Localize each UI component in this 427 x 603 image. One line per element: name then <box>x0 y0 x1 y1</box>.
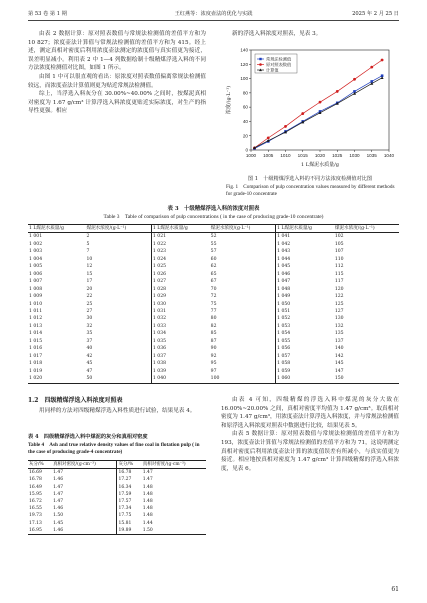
paragraph: 由表 5 数据计算：原对照表数值与常规法检测值的差值平方和为 193，浓度壶法计算值与常规法检测值的差值平方和为 71，这说明测定真相对密度后利用浓度壶法计算的浓度值误差有所减小，与真实值更为接近。相应地按真相对密度为 1.47 g/cm³ 计算四级精煤的浮选入料浓度，见表 6。 <box>221 431 399 472</box>
table-row <box>28 484 206 491</box>
table-cell: 7 <box>86 249 90 255</box>
column-header: 1 L煤泥水质量/g <box>151 225 209 233</box>
table-cell: 142 <box>334 353 344 359</box>
table-row <box>28 527 206 535</box>
table-cell: 25 <box>86 301 93 307</box>
table-row <box>28 256 399 263</box>
table-cell: 140 <box>334 346 344 352</box>
table-row <box>28 498 206 505</box>
column-header: 真相对密度/(g·cm⁻³) <box>53 462 96 467</box>
page-number: 61 <box>391 586 399 593</box>
table-cell: 1 056 <box>276 345 334 352</box>
x-tick-label: 1030 <box>349 153 360 158</box>
table-cell: 117 <box>334 279 344 285</box>
table-cell: 72 <box>210 294 217 300</box>
right-column-bottom <box>221 396 399 473</box>
table-cell: 1.46 <box>53 527 64 533</box>
y-tick-label: 120 <box>240 61 248 67</box>
table-cell: 1 015 <box>29 338 43 344</box>
column-header: 煤泥水浓度/(g·L⁻¹) <box>210 226 251 231</box>
table-cell: 1 002 <box>29 241 43 247</box>
table-cell: 1 029 <box>151 293 209 300</box>
table-cell: 1 058 <box>276 360 334 367</box>
data-point <box>301 112 304 115</box>
x-tick-label: 1010 <box>280 153 291 158</box>
x-tick-label: 1040 <box>383 153 395 158</box>
table-cell: 17 <box>86 279 93 285</box>
table-cell: 1 031 <box>151 308 209 315</box>
table-cell: 16.78 <box>117 469 142 477</box>
table-cell: 1 021 <box>151 233 209 241</box>
column-header: 1 L煤泥水质量/g <box>276 225 334 233</box>
table-cell: 125 <box>334 301 344 307</box>
table-cell: 90 <box>210 346 217 352</box>
header-title: 王红燕等：浓度壶法的优化与实践 <box>174 11 253 17</box>
y-tick-label: 140 <box>240 47 248 53</box>
figure-1-caption-cn: 图 1 十级精煤浮选入料的不同方法浓度检测值对比图 <box>247 176 373 182</box>
table-row <box>28 308 399 315</box>
series-line <box>254 76 382 149</box>
table-cell: 1 022 <box>151 241 209 248</box>
column-header: 灰分/% <box>117 461 142 469</box>
y-tick-label: 80 <box>242 90 248 96</box>
table-cell: 1.47 <box>142 477 153 483</box>
data-point <box>319 101 322 104</box>
table-cell: 112 <box>334 264 344 270</box>
table-cell: 42 <box>86 353 93 359</box>
table-cell: 17.75 <box>117 512 142 519</box>
table-3 <box>28 224 399 384</box>
table-3-title-cn: 表 3 十级精煤浮选入料的浓度对照表 <box>167 206 260 212</box>
paragraph: 综上，当浮选入料灰分在 30.00%~40.00% 之间时，按煤泥真相对密度为 1.67 g/cm³ 计算浮选入料浓度更贴近实际浓度，对生产的指导性更强。相应 <box>28 91 206 115</box>
table-cell: 1 006 <box>29 271 43 277</box>
table-cell: 1.44 <box>142 520 153 526</box>
table-cell: 80 <box>210 316 217 322</box>
table-4-title-cn: 表 4 四级精煤浮选入料中煤泥的灰分和真相对密度 <box>28 434 148 440</box>
column-header: 1 L煤泥水质量/g <box>29 226 64 231</box>
table-cell: 1 011 <box>29 308 43 314</box>
table-cell: 1 041 <box>276 233 334 241</box>
table-cell: 75 <box>210 301 217 307</box>
table-cell: 1 028 <box>151 286 209 293</box>
table-cell: 120 <box>334 286 344 292</box>
legend-marker <box>259 63 262 66</box>
table-row <box>28 278 399 285</box>
table-cell: 1.48 <box>142 499 153 505</box>
y-tick-label: 60 <box>242 104 248 110</box>
table-cell: 1.47 <box>53 491 64 497</box>
table-row <box>28 345 399 352</box>
table-cell: 30 <box>86 316 93 322</box>
table-cell: 1 049 <box>276 293 334 300</box>
table-header-row <box>28 461 206 469</box>
table-cell: 1 007 <box>29 279 43 285</box>
table-cell: 22 <box>86 294 93 300</box>
running-header <box>28 10 399 21</box>
table-cell: 17.13 <box>29 520 42 526</box>
left-column-bottom <box>28 407 206 416</box>
table-cell: 19.89 <box>117 527 142 535</box>
table-row <box>28 271 399 278</box>
table-row <box>28 368 399 375</box>
y-tick-label: 100 <box>240 76 248 82</box>
table-cell: 1 019 <box>29 368 43 374</box>
table-cell: 16.95 <box>29 527 42 533</box>
y-tick-label: 0 <box>245 147 248 153</box>
table-cell: 1 026 <box>151 271 209 278</box>
table-cell: 85 <box>210 331 217 337</box>
table-cell: 1 035 <box>151 338 209 345</box>
table-cell: 32 <box>86 323 93 329</box>
table-cell: 17.57 <box>117 498 142 505</box>
table-cell: 1.48 <box>142 513 153 519</box>
table-cell: 16.49 <box>29 484 42 490</box>
table-cell: 1.47 <box>53 499 64 505</box>
table-row <box>28 330 399 337</box>
table-cell: 16.55 <box>29 506 42 512</box>
data-point <box>370 66 373 69</box>
table-cell: 1.47 <box>142 470 153 476</box>
x-tick-label: 1005 <box>263 153 274 158</box>
table-row <box>28 323 399 330</box>
table-cell: 27 <box>86 308 93 314</box>
paragraph: 由图 1 中可以很直观的看出：原浓度对照表数值偏离常规法检测值较远，而浓度壶法计算值则更为贴近常规法检测值。 <box>28 73 206 89</box>
table-4 <box>28 460 206 535</box>
table-cell: 1 010 <box>29 301 43 307</box>
table-header-row <box>28 225 399 233</box>
table-cell: 77 <box>210 308 217 314</box>
data-point <box>284 125 287 128</box>
x-tick-label: 1015 <box>297 153 308 158</box>
table-row <box>28 248 399 255</box>
table-cell: 102 <box>334 234 344 240</box>
series-line <box>254 78 382 148</box>
table-row <box>28 353 399 360</box>
figure-1-chart <box>221 42 399 174</box>
table-row <box>28 241 399 248</box>
table-cell: 1.48 <box>142 484 153 490</box>
table-cell: 47 <box>86 368 93 374</box>
table-row <box>28 338 399 345</box>
table-cell: 55 <box>210 241 217 247</box>
table-cell: 50 <box>86 376 93 382</box>
section-heading: 1.2 四级精煤浮选入料浓度对照表 <box>28 397 123 404</box>
table-cell: 62 <box>210 264 217 270</box>
table-cell: 1 052 <box>276 315 334 322</box>
table-row <box>28 512 206 519</box>
table-cell: 1.46 <box>53 506 64 512</box>
table-cell: 52 <box>210 234 217 240</box>
table-cell: 1 054 <box>276 330 334 337</box>
table-cell: 122 <box>334 294 344 300</box>
table-cell: 1 017 <box>29 353 43 359</box>
y-tick-label: 40 <box>242 119 248 125</box>
table-cell: 1 059 <box>276 368 334 375</box>
table-cell: 1 037 <box>151 353 209 360</box>
table-3-title-en: Table 3 Table of comparison of pulp concentrations ( in the case of producing grade-10 concentrate) <box>103 214 324 220</box>
table-cell: 1 023 <box>151 248 209 255</box>
table-cell: 15.81 <box>117 520 142 527</box>
table-cell: 1 040 <box>151 375 209 383</box>
legend-label: 原对照表数值 <box>266 62 292 67</box>
table-cell: 1 025 <box>151 263 209 270</box>
table-cell: 37 <box>86 338 93 344</box>
table-cell: 67 <box>210 279 217 285</box>
column-header: 煤泥水浓度/(g·L⁻¹) <box>86 226 127 231</box>
right-column-top <box>221 30 399 39</box>
table-cell: 1 013 <box>29 323 43 329</box>
table-cell: 150 <box>334 376 344 382</box>
table-cell: 70 <box>210 286 217 292</box>
table-cell: 1 009 <box>29 294 43 300</box>
table-cell: 1 053 <box>276 323 334 330</box>
header-date: 2025 年 2 月 25 日 <box>352 11 399 17</box>
table-cell: 15 <box>86 271 93 277</box>
table-cell: 17.34 <box>117 505 142 512</box>
table-cell: 130 <box>334 316 344 322</box>
table-cell: 1 039 <box>151 368 209 375</box>
table-row <box>28 360 399 367</box>
table-cell: 2 <box>86 234 90 240</box>
table-cell: 105 <box>334 241 344 247</box>
table-cell: 19.73 <box>29 513 42 519</box>
column-header: 灰分/% <box>29 462 44 467</box>
table-cell: 147 <box>334 368 344 374</box>
table-cell: 35 <box>86 331 93 337</box>
table-cell: 1 034 <box>151 330 209 337</box>
data-point <box>336 90 339 93</box>
table-row <box>28 315 399 322</box>
table-cell: 1 044 <box>276 256 334 263</box>
table-cell: 17.27 <box>117 476 142 483</box>
y-axis-label: 浓度/(g·L⁻¹) <box>226 85 232 115</box>
table-cell: 60 <box>210 256 217 262</box>
column-header: 真相对密度/(g·cm⁻³) <box>142 462 186 467</box>
figure-1-caption-en: Fig. 1 Comparison of pulp concentration values measured by different methods for grade-10 concentrate <box>226 184 395 198</box>
table-cell: 1 046 <box>276 271 334 278</box>
paragraph: 新的浮选入料浓度对照表，见表 3。 <box>232 31 322 37</box>
table-cell: 1 038 <box>151 360 209 367</box>
table-cell: 107 <box>334 249 344 255</box>
table-cell: 57 <box>210 249 217 255</box>
table-row <box>28 293 399 300</box>
table-row <box>28 263 399 270</box>
table-cell: 1 060 <box>276 375 334 383</box>
left-column-top <box>28 30 206 116</box>
table-cell: 10 <box>86 256 93 262</box>
table-cell: 16.34 <box>117 484 142 491</box>
table-cell: 12 <box>86 264 93 270</box>
table-cell: 1 024 <box>151 256 209 263</box>
table-cell: 40 <box>86 346 93 352</box>
table-cell: 1.50 <box>142 527 153 533</box>
table-cell: 1 036 <box>151 345 209 352</box>
table-row <box>28 301 399 308</box>
table-cell: 1.47 <box>53 484 64 490</box>
table-cell: 1 020 <box>29 376 43 382</box>
x-tick-label: 1000 <box>245 153 257 158</box>
table-4-title-en: Table 4 Ash and true relative density values of fine coal in flotation pulp ( in the case of producing grade-4 concentrate) <box>28 442 200 456</box>
data-point <box>381 59 384 62</box>
table-cell: 1 003 <box>29 249 43 255</box>
table-cell: 135 <box>334 331 344 337</box>
table-cell: 20 <box>86 286 93 292</box>
table-row <box>28 491 206 498</box>
table-row <box>28 233 399 241</box>
table-cell: 1 008 <box>29 286 43 292</box>
table-row <box>28 469 206 477</box>
table-cell: 1 032 <box>151 315 209 322</box>
paragraph: 用同样的方法对四级精煤浮选入料性质进行试验，结果见表 4。 <box>39 408 196 414</box>
table-cell: 1 027 <box>151 278 209 285</box>
table-cell: 127 <box>334 308 344 314</box>
table-cell: 15.95 <box>29 491 42 497</box>
table-cell: 1 055 <box>276 338 334 345</box>
table-cell: 16.78 <box>29 477 42 483</box>
table-cell: 115 <box>334 271 344 277</box>
table-cell: 87 <box>210 338 217 344</box>
table-cell: 1 043 <box>276 248 334 255</box>
table-row <box>28 286 399 293</box>
table-row <box>28 505 206 512</box>
table-cell: 1 033 <box>151 323 209 330</box>
table-cell: 1 012 <box>29 316 43 322</box>
table-cell: 110 <box>334 256 344 262</box>
table-cell: 1 048 <box>276 286 334 293</box>
table-cell: 1 042 <box>276 241 334 248</box>
table-cell: 132 <box>334 323 344 329</box>
table-cell: 137 <box>334 338 344 344</box>
y-tick-label: 20 <box>242 133 248 139</box>
table-cell: 16.69 <box>29 470 42 476</box>
table-cell: 97 <box>210 368 217 374</box>
legend-label: 计算值 <box>266 67 279 73</box>
paragraph: 由表 2 数据计算：原对照表数值与常规法检测值的差值平方和为 10 827；浓度壶法计算值与常规法检测值的差值平方和为 415。经上述，测定真相对密度后利用浓度壶法测定的浓度值与真实值更为接近，误差明显减小。利用表 2 中 1—4 列数据绘制十级精煤浮选入料的不同方法浓度检测值对比图，如图 1 所示。 <box>28 31 206 72</box>
column-header: 煤泥水浓度/(g·L⁻¹) <box>334 226 375 231</box>
table-cell: 1 051 <box>276 308 334 315</box>
table-cell: 1 014 <box>29 331 43 337</box>
x-axis-label: 1 L煤泥水质量/g <box>301 162 339 168</box>
table-cell: 1 001 <box>29 234 43 240</box>
table-cell: 1 005 <box>29 264 43 270</box>
x-tick-label: 1025 <box>332 153 343 158</box>
table-cell: 1 045 <box>276 263 334 270</box>
table-cell: 5 <box>86 241 90 247</box>
data-point <box>267 136 270 139</box>
table-cell: 145 <box>334 361 344 367</box>
x-tick-label: 1020 <box>314 153 326 158</box>
table-cell: 1.48 <box>142 491 153 497</box>
legend-label: 常规法检测值 <box>266 56 292 62</box>
table-cell: 95 <box>210 361 217 367</box>
table-cell: 16.72 <box>29 499 42 505</box>
table-cell: 92 <box>210 353 217 359</box>
legend-marker <box>259 58 261 60</box>
figure-1 <box>221 42 399 174</box>
table-cell: 1.46 <box>53 477 64 483</box>
data-point <box>353 78 356 81</box>
table-row <box>28 520 206 527</box>
table-cell: 1 004 <box>29 256 43 262</box>
table-row <box>28 476 206 483</box>
table-cell: 1 016 <box>29 346 43 352</box>
table-cell: 1 057 <box>276 353 334 360</box>
table-cell: 1.50 <box>53 513 64 519</box>
table-cell: 100 <box>210 376 220 382</box>
table-cell: 1 050 <box>276 301 334 308</box>
table-cell: 1 030 <box>151 301 209 308</box>
table-cell: 65 <box>210 271 217 277</box>
table-cell: 1 047 <box>276 278 334 285</box>
table-cell: 1 018 <box>29 361 43 367</box>
table-cell: 17.59 <box>117 491 142 498</box>
header-volume: 第 53 卷 第 1 期 <box>28 11 67 17</box>
table-cell: 1.45 <box>53 520 64 526</box>
x-tick-label: 1035 <box>366 153 377 158</box>
table-cell: 1.47 <box>53 470 64 476</box>
table-cell: 45 <box>86 361 93 367</box>
paragraph: 由表 4 可知，四级精煤的浮选入料中煤泥的灰分大致在 16.00%~20.00% 之间，真相对密度平均值为 1.47 g/cm³。取真相对密度为 1.47 g/cm³，用浓度壶法计算浮选入料浓度，并与常规法检测值和原浮选入料浓度对照表中数据进行比较，结果见表 5。 <box>221 397 399 429</box>
table-row <box>28 375 399 383</box>
table-cell: 1.48 <box>142 506 153 512</box>
table-cell: 82 <box>210 323 217 329</box>
